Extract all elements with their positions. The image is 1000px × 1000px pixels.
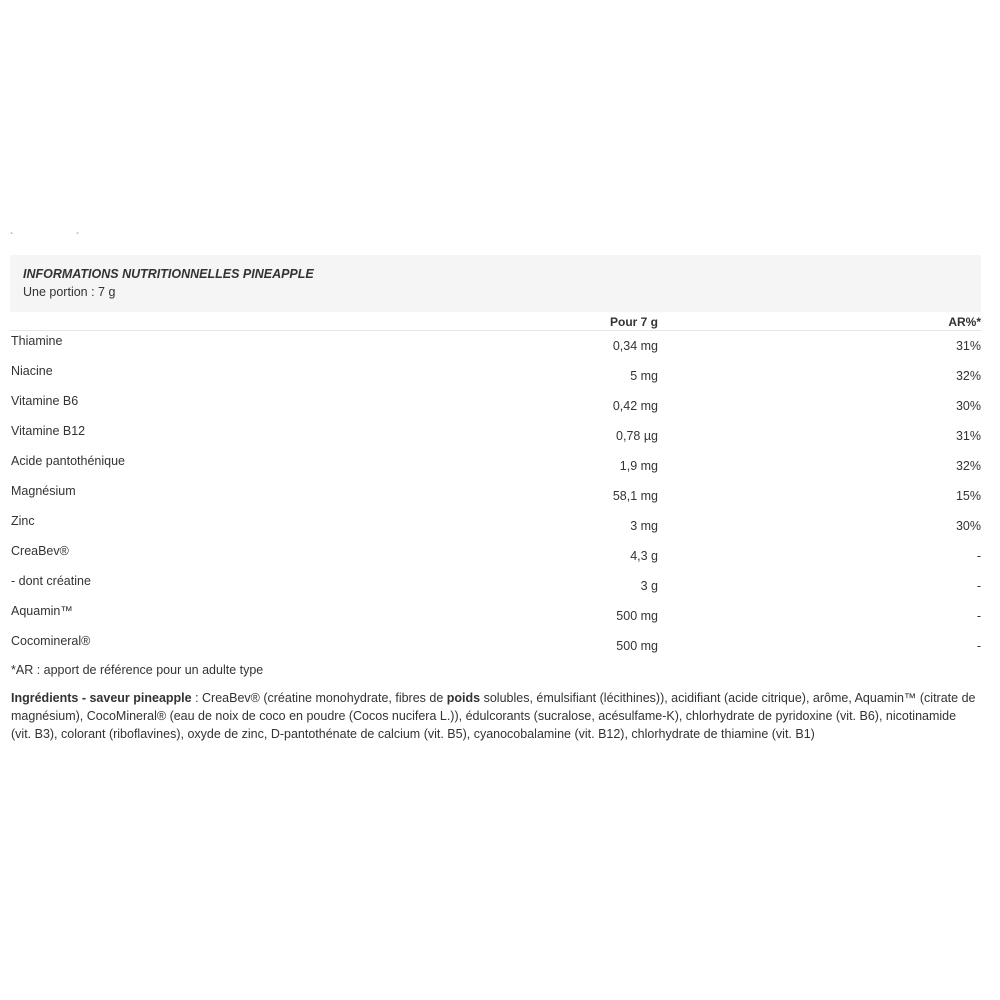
nutrient-quantity: 58,1 mg <box>612 489 658 503</box>
nutrient-quantity: 0,42 mg <box>612 399 658 413</box>
serving-size: Une portion : 7 g <box>23 285 116 299</box>
ingredients-part-2: solubles, émulsifiant (lécithines)), acidifiant (acide citrique), arôme, Aquamin™ (citrate de magnésium), CocoMineral® (eau de noix de coco en poudre (Cocos nucifera L.)), édulcorants (sucralose, acésulfame-K), chlorhydrate de pyridoxine (vit. B6), nicotinamide (vit. B3), colorant (riboflavines), oxyde de zinc, D-pantothénate de calcium (vit. B5), cyanocobalamine (vit. B12), chlorhydrate de thiamine (vit. B1) <box>11 691 976 741</box>
nutrition-title: INFORMATIONS NUTRITIONNELLES PINEAPPLE <box>23 267 314 281</box>
table-row <box>10 391 981 421</box>
ingredients-part-1: : CreaBev® (créatine monohydrate, fibres de <box>191 691 447 705</box>
nutrient-ar-percent: - <box>976 639 981 653</box>
nutrient-ar-percent: 30% <box>955 519 981 533</box>
nutrient-ar-percent: 15% <box>955 489 981 503</box>
table-row <box>10 331 981 361</box>
nutrient-name: Zinc <box>11 514 35 528</box>
nutrient-name: CreaBev® <box>11 544 69 558</box>
footnote: *AR : apport de référence pour un adulte type <box>11 663 264 677</box>
table-row <box>10 421 981 451</box>
nutrient-quantity: 3 g <box>640 579 658 593</box>
table-row <box>10 601 981 631</box>
ingredients-label: Ingrédients - saveur pineapple <box>11 691 192 705</box>
nutrient-ar-percent: 32% <box>955 369 981 383</box>
nutrient-ar-percent: 30% <box>955 399 981 413</box>
nutrient-ar-percent: 32% <box>955 459 981 473</box>
table-row <box>10 361 981 391</box>
ingredients-text <box>11 689 976 743</box>
nutrient-quantity: 500 mg <box>616 639 658 653</box>
table-row <box>10 511 981 541</box>
nutrient-name: Niacine <box>11 364 53 378</box>
column-header-ar: AR%* <box>948 315 981 329</box>
nutrient-ar-percent: 31% <box>955 429 981 443</box>
nutrient-name: Thiamine <box>11 334 63 348</box>
nutrient-name: Vitamine B12 <box>11 424 86 438</box>
table-row <box>10 571 981 601</box>
nutrient-quantity: 0,78 µg <box>616 429 658 443</box>
nutrient-quantity: 3 mg <box>630 519 658 533</box>
nutrient-quantity: 1,9 mg <box>619 459 658 473</box>
nutrient-ar-percent: 31% <box>955 339 981 353</box>
nutrition-header <box>10 255 981 312</box>
stray-marks: ` ´ <box>10 232 110 243</box>
nutrient-name: - dont créatine <box>11 574 91 588</box>
nutrient-quantity: 500 mg <box>616 609 658 623</box>
column-header-per-serving: Pour 7 g <box>609 315 658 329</box>
nutrient-quantity: 4,3 g <box>630 549 658 563</box>
table-row <box>10 481 981 511</box>
table-row <box>10 451 981 481</box>
table-row <box>10 541 981 571</box>
nutrient-quantity: 5 mg <box>630 369 658 383</box>
nutrient-name: Vitamine B6 <box>11 394 79 408</box>
nutrient-name: Acide pantothénique <box>11 454 125 468</box>
nutrient-quantity: 0,34 mg <box>612 339 658 353</box>
nutrient-name: Cocomineral® <box>11 634 91 648</box>
nutrient-name: Aquamin™ <box>11 604 73 618</box>
nutrient-ar-percent: - <box>976 579 981 593</box>
ingredients-bold-word: poids <box>446 691 481 705</box>
table-row <box>10 631 981 661</box>
nutrient-name: Magnésium <box>11 484 76 498</box>
nutrition-table <box>10 331 981 661</box>
nutrient-ar-percent: - <box>976 609 981 623</box>
nutrient-ar-percent: - <box>976 549 981 563</box>
